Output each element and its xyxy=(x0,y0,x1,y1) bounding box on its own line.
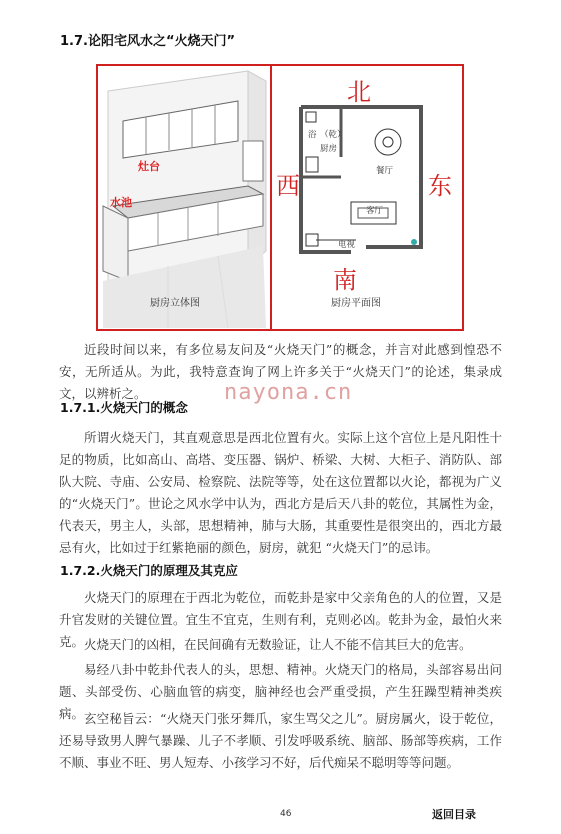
back-to-contents-link[interactable]: 返回目录 xyxy=(432,808,476,821)
subsection-2-para-2: 火烧天门的凶相，在民间确有无数验证，让人不能不信其巨大的危害。 xyxy=(84,637,472,652)
subsection-2-title: 1.7.2.火烧天门的原理及其克应 xyxy=(60,563,238,578)
figure-divider xyxy=(270,66,272,329)
stove-label: 灶台 xyxy=(138,160,160,173)
plan-label-living: 客厅 xyxy=(366,206,384,216)
subsection-2-para-1: 火烧天门的原理在于西北为乾位，而乾卦是家中父亲角色的人的位置，又是升官发财的关键位置。宜生不宜克，生则有利，克则必凶。乾卦为金，最怕火来克。 xyxy=(59,590,502,649)
watermark: nayona.cn xyxy=(224,380,353,405)
sink-label: 水池 xyxy=(110,196,132,209)
page-number: 46 xyxy=(280,809,292,819)
direction-east: 东 xyxy=(428,172,452,200)
plan-label-small: 浴 xyxy=(308,130,317,140)
plan-label-qian: （乾） xyxy=(320,130,346,140)
direction-north: 北 xyxy=(347,78,371,106)
floor-plan xyxy=(296,102,426,262)
kitchen-figure xyxy=(96,64,464,331)
subsection-2-para-4: 玄空秘旨云：“火烧天门张牙舞爪，家生骂父之儿”。厨房属火，设于乾位，还易导致男人脾气暴躁、儿子不孝顺、引发呼吸系统、脑部、肠部等疾病，工作不顺、事业不旺、男人短寿、小孩学习不好，后代痴呆不聪明等等问题。 xyxy=(59,711,502,770)
kitchen-3d-caption: 厨房立体图 xyxy=(150,298,200,309)
subsection-1-title: 1.7.1.火烧天门的概念 xyxy=(60,400,188,415)
kitchen-plan-caption: 厨房平面图 xyxy=(331,298,381,309)
plan-label-tv: 电视 xyxy=(338,240,356,250)
subsection-1-body: 所谓火烧天门，其直观意思是西北位置有火。实际上这个宫位上是凡阳性十足的物质，比如高山、高塔、变压器、锅炉、桥梁、大树、大柜子、消防队、部队大院、寺庙、公安局、检察院、法院等等，处在这位置都以火论，都视为广义的“火烧天门”。世论之风水学中认为，西北方是后天八卦的乾位，其属性为金，代表天，男主人，头部，思想精神，肺与大肠，其重要性是很突出的，西北方最忌有火，比如过于红紫艳丽的颜色，厨房，就犯 “火烧天门”的忌讳。 xyxy=(59,430,502,555)
subsection-2-para-3: 易经八卦中乾卦代表人的头，思想、精神。火烧天门的格局，头部容易出问题、头部受伤、心脑血管的病变，脑神经也会严重受损，产生狂躁型精神类疾病。 xyxy=(59,662,502,721)
plan-label-dining: 餐厅 xyxy=(376,166,394,176)
plan-label-kitchen: 厨房 xyxy=(320,144,338,154)
direction-south: 南 xyxy=(333,266,357,294)
intro-paragraph: 近段时间以来，有多位易友问及“火烧天门”的概念，并言对此感到惶恐不安，无所适从。为此，我特意查询了网上许多关于“火烧天门”的论述，集录成文，以辨析之。 xyxy=(59,342,502,401)
section-title: 1.7.论阳宅风水之“火烧天门” xyxy=(60,34,236,49)
direction-west: 西 xyxy=(276,172,300,200)
